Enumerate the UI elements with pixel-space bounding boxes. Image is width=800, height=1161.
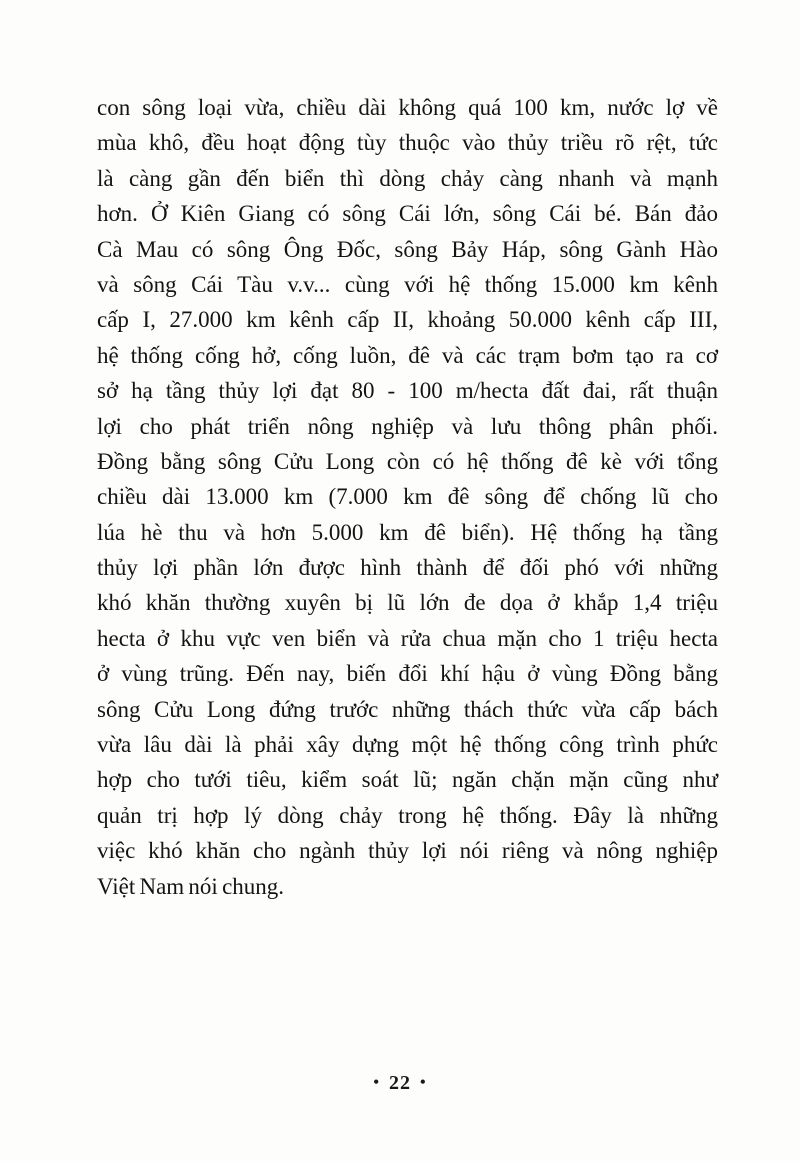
text-line: con sông loại vừa, chiều dài không quá 100 km, nước lợ về bbox=[97, 95, 718, 120]
footer-bullet-left: • bbox=[373, 1074, 380, 1091]
text-line: hệ thống cống hở, cống luồn, đê và các trạm bơm tạo ra cơ bbox=[97, 342, 718, 368]
text-line: sông Cửu Long đứng trước những thách thức vừa cấp bách bbox=[97, 696, 718, 722]
page-number: 22 bbox=[389, 1072, 411, 1094]
text-line: Đồng bằng sông Cửu Long còn có hệ thống đê kè với tổng bbox=[97, 448, 718, 474]
text-line: cấp I, 27.000 km kênh cấp II, khoảng 50.000 kênh cấp III, bbox=[97, 307, 718, 333]
text-line: lợi cho phát triển nông nghiệp và lưu thông phân phối. bbox=[97, 413, 718, 439]
text-line: sở hạ tầng thủy lợi đạt 80 - 100 m/hecta đất đai, rất thuận bbox=[97, 378, 718, 404]
text-line: hơn. Ở Kiên Giang có sông Cái lớn, sông Cái bé. Bán đảo bbox=[97, 201, 718, 227]
text-line: quản trị hợp lý dòng chảy trong hệ thống. Đây là những bbox=[97, 802, 718, 828]
text-line: chiều dài 13.000 km (7.000 km đê sông để chống lũ cho bbox=[97, 484, 718, 510]
text-line: hecta ở khu vực ven biển và rửa chua mặn cho 1 triệu hecta bbox=[97, 625, 718, 651]
footer-bullet-right: • bbox=[420, 1074, 427, 1091]
text-line: là càng gần đến biển thì dòng chảy càng nhanh và mạnh bbox=[97, 165, 718, 191]
page-footer bbox=[0, 1072, 800, 1095]
text-line: hợp cho tưới tiêu, kiểm soát lũ; ngăn chặn mặn cũng như bbox=[97, 767, 718, 793]
page-text bbox=[97, 90, 718, 904]
text-line: lúa hè thu và hơn 5.000 km đê biển). Hệ thống hạ tầng bbox=[97, 519, 718, 545]
text-line: Việt Nam nói chung. bbox=[97, 873, 285, 899]
text-line: mùa khô, đều hoạt động tùy thuộc vào thủy triều rõ rệt, tức bbox=[97, 130, 718, 156]
text-line: khó khăn thường xuyên bị lũ lớn đe dọa ở khắp 1,4 triệu bbox=[97, 590, 718, 616]
text-line: việc khó khăn cho ngành thủy lợi nói riêng và nông nghiệp bbox=[97, 838, 718, 864]
text-line: thủy lợi phần lớn được hình thành để đối phó với những bbox=[97, 555, 718, 581]
text-line: vừa lâu dài là phải xây dựng một hệ thống công trình phức bbox=[97, 732, 718, 758]
text-line: Cà Mau có sông Ông Đốc, sông Bảy Háp, sông Gành Hào bbox=[97, 236, 718, 262]
text-line: và sông Cái Tàu v.v... cùng với hệ thống 15.000 km kênh bbox=[97, 271, 718, 297]
text-line: ở vùng trũng. Đến nay, biến đổi khí hậu ở vùng Đồng bằng bbox=[97, 661, 718, 687]
